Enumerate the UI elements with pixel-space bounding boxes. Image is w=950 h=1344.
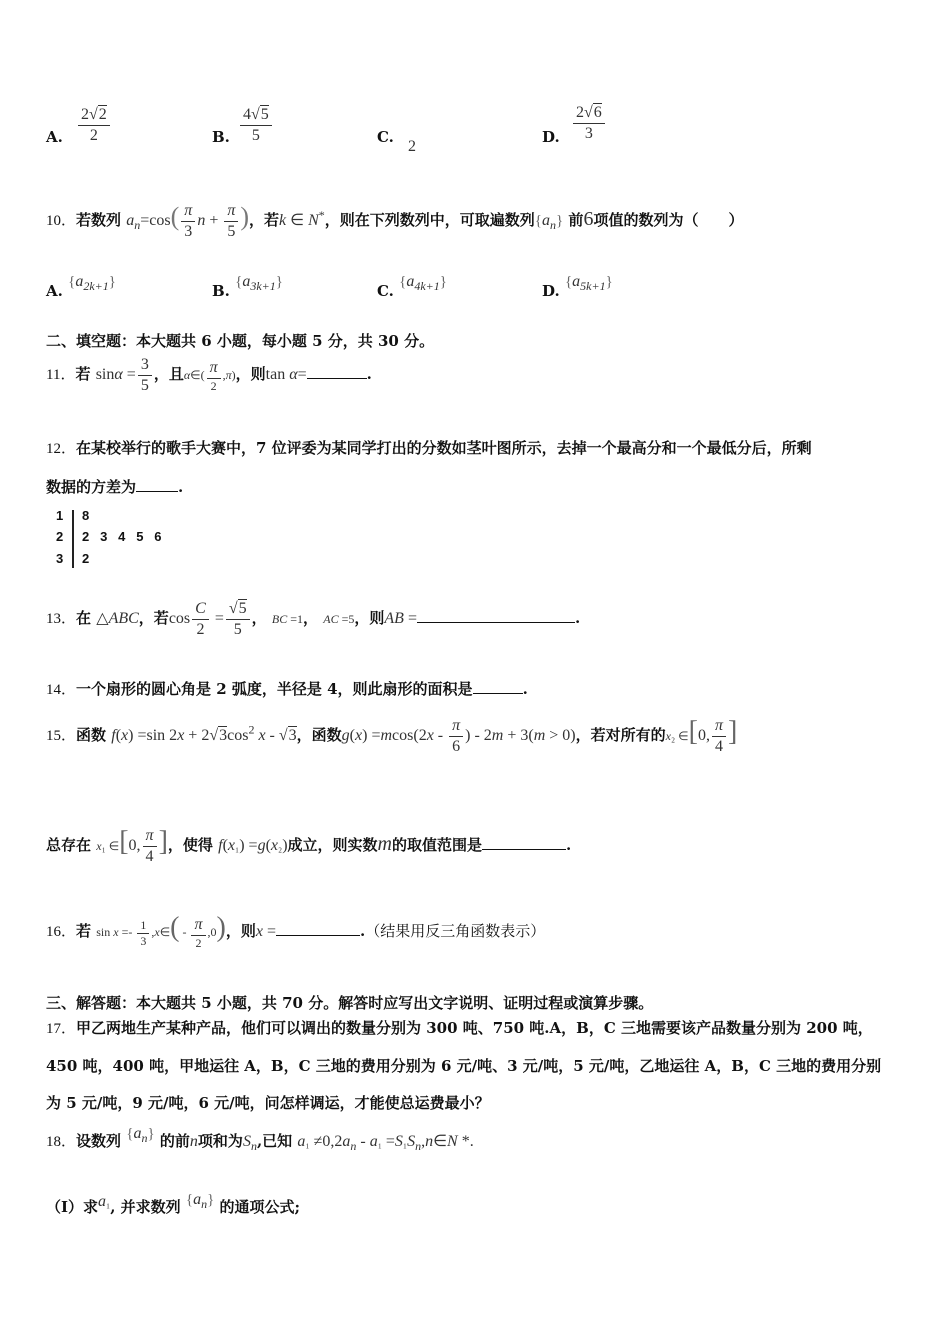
q10-option-c: C. $\{a_{4k+1}\}$ [377, 273, 447, 300]
question-18: 18．设数列 $\{a_n\}$ 的前n项和为$S_n$,已知 $a_1 \ne 0,2a_n - a_1$ $=S_1S_n,n\in N$ *. [46, 1125, 474, 1154]
stem-row-2-leaves: 2 3 4 5 6 [82, 529, 162, 544]
stem-leaf-plot [56, 508, 196, 572]
section-3-heading: 三、解答题：本大题共 5 小题，共 70 分。解答时应写出文字说明、证明过程或演算步骤。 [46, 994, 654, 1012]
q9-option-a-fraction: $\frac{2√2}{2}$ [76, 106, 112, 144]
question-14: 14．一个扇形的圆心角是 2 弧度，半径是 4，则此扇形的面积是 . [46, 680, 528, 698]
question-18-part-1: （Ⅰ）求$a^{_1}$, 并求数列 $\{a_n\}$ 的通项公式; [46, 1191, 301, 1216]
stem-divider [72, 510, 74, 568]
section-2-heading: 二、填空题：本大题共 6 小题，每小题 5 分，共 30 分。 [46, 332, 435, 350]
q9-option-d-fraction: $\frac{2√6}{3}$ [571, 104, 607, 142]
question-16: 16．若 sin x =- $\frac{1}{3}$ ,x∈( - $\frac{\pi}{2}$ ,0)，则x = .（结果用反三角函数表示） [46, 912, 546, 950]
q9-option-b-label: B. [212, 128, 230, 146]
question-15-line2: 总存在 x₁ ∈[0, $\frac{\pi}{4}$ ]，使得 f(x₁) =g(x₂)成立，则实数m的取值范围是 . [46, 826, 572, 865]
question-12-line1: 12．在某校举行的歌手大赛中，7 位评委为某同学打出的分数如茎叶图所示，去掉一个最高分和一个最低分后，所剩 [46, 439, 812, 457]
question-11: 11．若 sinα = $\frac{3}{5}$ ，且α∈( $\frac{\pi}{2}$ ,π)，则tan α= . [46, 356, 372, 394]
stem-row-3-leaves: 2 [82, 551, 90, 566]
question-13: 13．在 △ABC，若cos $\frac{C}{2}$ = $\frac{√5}{5}$ ， BC =1， AC =5，则AB = . [46, 600, 581, 638]
q9-option-b-fraction: $\frac{4√5}{5}$ [238, 106, 274, 144]
q9-option-a-label: A. [46, 128, 63, 146]
q10-option-d: D. $\{a_{5k+1}\}$ [542, 273, 613, 300]
q9-option-c-label: C. [377, 128, 394, 146]
q9-option-c-value: 2 [408, 138, 416, 155]
stem-row-1-stem: 1 [56, 508, 64, 523]
q10-option-b: B. $\{a_{3k+1}\}$ [212, 273, 283, 300]
question-17-line3: 为 5 元/吨，9 元/吨，6 元/吨，问怎样调运，才能使总运费最小？ [46, 1094, 490, 1112]
question-17-line2: 450 吨，400 吨，甲地运往 A，B，C 三地的费用分别为 6 元/吨、3 元/吨，5 元/吨，乙地运往 A，B，C 三地的费用分别 [46, 1057, 882, 1075]
stem-row-2-stem: 2 [56, 529, 64, 544]
question-12-line2: 数据的方差为 . [46, 478, 184, 496]
stem-row-1-leaves: 8 [82, 508, 90, 523]
question-17-line1: 17．甲乙两地生产某种产品，他们可以调出的数量分别为 300 吨、750 吨.A，B，C 三地需要该产品数量分别为 200 吨， [46, 1019, 873, 1037]
question-15-line1: 15．函数 f(x) =sin $2x + 2√3\cos^2$ x - √3，函数g(x) =mcos(2x - $\frac{\pi}{6}$ ) - 2m + 3(m > 0)，若对所有的x₂ ∈[0, $\frac{\pi}{4}$ ] [46, 716, 738, 755]
q9-option-d-label: D. [542, 128, 560, 146]
question-10: 10．若数列 $a_n=\cos$( $\frac{\pi}{3}$ n + $\frac{\pi}{5}$ )，若k ∈ N*，则在下列数列中，可取遍数列$\{a_n\}$ 前6项值的数列为（ ） [46, 202, 744, 240]
stem-row-3-stem: 3 [56, 551, 64, 566]
q10-option-a: A. $\{a_{2k+1}\}$ [46, 273, 116, 300]
